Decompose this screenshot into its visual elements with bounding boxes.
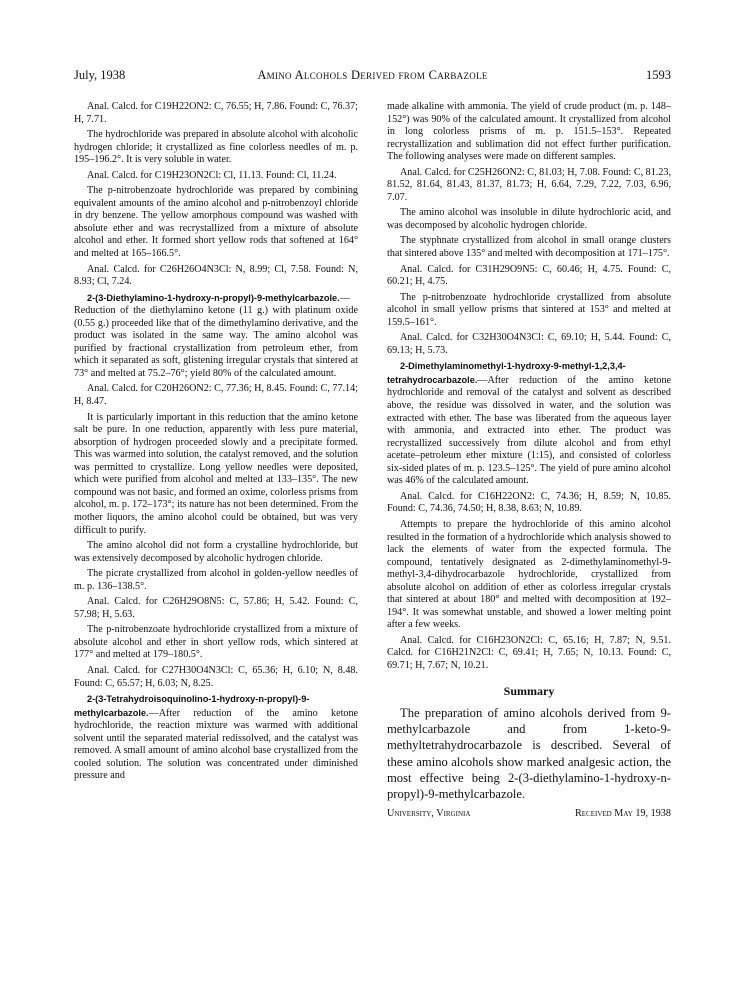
summary-heading: Summary xyxy=(503,683,555,698)
compound-paragraph xyxy=(74,292,358,381)
compound-description: —Reduction of the diethylamino ketone (11 g.) with platinum oxide (0.55 g.) proceeded like that of the dimethylamino derivative, and the product was isolated in the same way. The amino alcohol was purified by fractional crystallization from petroleum ether, from which it separated as soft, glistening irregular crystals that sintered at 73° and melted at 75.2–76°; yield 80% of the calculated amount. xyxy=(74,292,358,379)
running-header xyxy=(74,68,671,84)
analysis-paragraph: Anal. Calcd. for C20H26ON2: C, 77.36; H, 8.45. Found: C, 77.14; H, 8.47. xyxy=(74,383,358,408)
analysis-paragraph: Anal. Calcd. for C26H26O4N3Cl: N, 8.99; Cl, 7.58. Found: N, 8.93; Cl, 7.24. xyxy=(74,263,358,288)
analysis-paragraph: Anal. Calcd. for C16H22ON2: C, 74.36; H, 8.59; N, 10.85. Found: C, 74.36, 74.50; H, 8.38, 8.63; N, 10.89. xyxy=(387,490,671,515)
body-paragraph: The hydrochloride was prepared in absolute alcohol with alcoholic hydrogen chloride; it crystallized as fine colorless needles of m. p. 195–196.2°. It is very soluble in water. xyxy=(74,129,358,166)
body-paragraph: The p-nitrobenzoate hydrochloride was prepared by combining equivalent amounts of the amino alcohol and p-nitrobenzoyl chloride in dry benzene. The yellow amorphous compound was washed with absolute ether and was recrystallized from a mixture of absolute alcohol and ether. It formed short yellow rods that softened at 164° and melted at 165–166.5°. xyxy=(74,185,358,260)
compound-description: —After reduction of the amino ketone hydrochloride and removal of the catalyst and solvent as described above, the residue was dissolved in water, and the solution was extracted with ether. The base was liberated from the aqueous layer with ammonia, and extracted into ether. The product was recrystallized successively from dilute alcohol and from ethyl acetate–petroleum ether mixture (1:15), and consisted of colorless six-sided plates of m. p. 123.5–125°. The yield of pure amino alcohol was 46% of the calculated amount. xyxy=(387,374,671,487)
body-paragraph: It is particularly important in this reduction that the amino ketone salt be pure. In one reduction, apparently with less pure material, absorption of hydrogen proceeded slowly and a precipitate formed. This was warmed into solution, the catalyst removed, and the solution was permitted to crystallize. Long yellow needles were deposited, which were purified from alcohol and melted at 133–135°. The new compound was not basic, and formed an oxime, colorless prisms from alcohol, m. p. 172–173°; its nature has not been determined. From the mother liquors, the amino alcohol could be obtained, but was very difficult to purify. xyxy=(74,411,359,536)
compound-name: 2-(3-Tetrahydroisoquinolino-1-hydroxy-n-propyl)-9-methylcarbazole. xyxy=(74,694,310,718)
issue-date: July, 1938 xyxy=(74,68,126,82)
compound-name: 2-Dimethylaminomethyl-1-hydroxy-9-methyl-1,2,3,4-tetrahydrocarbazole. xyxy=(387,361,626,385)
right-column-body xyxy=(387,101,671,673)
analysis-paragraph: Anal. Calcd. for C32H30O4N3Cl: C, 69.10; H, 5.44. Found: C, 69.13; H, 5.73. xyxy=(387,332,671,356)
body-paragraph: The p-nitrobenzoate hydrochloride crystallized from a mixture of absolute alcohol and ether in short yellow rods, which sintered at 177° and melted at 179–180.5°. xyxy=(74,624,358,661)
running-title: Amino Alcohols Derived from Carbazole xyxy=(257,68,488,82)
body-paragraph: Attempts to prepare the hydrochloride of this amino alcohol resulted in the formation of a hydrochloride which analysis showed to lack the elements of water from the expected formula. The compound, tentatively designated as 2-dimethylaminomethyl-9-methyl-3,4-dihydrocarbazole hydrochloride, crystallized from absolute alcohol on addition of ether as colorless irregular crystals that sintered at about 180° and melted with decomposition at 192–194°. It was somewhat unstable, and showed a lower melting point after a few weeks. xyxy=(387,518,671,631)
body-paragraph: The picrate crystallized from alcohol in golden-yellow needles of m. p. 136–138.5°. xyxy=(74,568,358,592)
signature-line xyxy=(387,808,671,822)
compound-paragraph xyxy=(74,693,358,783)
body-paragraph: The amino alcohol was insoluble in dilute hydrochloric acid, and was decomposed by alcoholic hydrogen chloride. xyxy=(387,207,671,231)
page-number: 1593 xyxy=(646,68,671,82)
body-paragraph: made alkaline with ammonia. The yield of crude product (m. p. 148–152°) was 90% of the calculated amount. It crystallized from alcohol in long colorless prisms of m. p. 151.5–153°. Repeated recrystallization and sublimation did not effect further purification. The following analyses were made on different samples. xyxy=(387,101,671,163)
right-column xyxy=(387,101,671,822)
compound-description: —After reduction of the amino ketone hydrochloride, the reaction mixture was warmed with additional solvent until the separated material redissolved, and the catalyst was removed. A small amount of amino alcohol base crystallized from the cooled solution. The solution was concentrated under diminished pressure and xyxy=(74,707,358,782)
analysis-paragraph: Anal. Calcd. for C31H29O9N5: C, 60.46; H, 4.75. Found: C, 60.21; H, 4.75. xyxy=(387,263,671,288)
affiliation: University, Virginia xyxy=(387,808,471,820)
analysis-paragraph: Anal. Calcd. for C16H23ON2Cl: C, 65.16; H, 7.87; N, 9.51. Calcd. for C16H21N2Cl: C, 69.41; H, 7.65; N, 10.13. Found: C, 69.71; H, 7.67; N, 10.21. xyxy=(387,634,671,671)
left-column xyxy=(74,101,358,786)
analysis-paragraph: Anal. Calcd. for C19H23ON2Cl: Cl, 11.13. Found: Cl, 11.24. xyxy=(87,169,337,181)
analysis-paragraph: Anal. Calcd. for C25H26ON2: C, 81.03; H, 7.08. Found: C, 81.23, 81.52, 81.64, 81.43, 81.37, 81.73; H, 6.64, 7.29, 7.22, 7.03, 6.96, 7.07. xyxy=(387,166,671,203)
received-date: Received May 19, 1938 xyxy=(574,808,671,820)
compound-name: 2-(3-Diethylamino-1-hydroxy-n-propyl)-9-methylcarbazole. xyxy=(87,292,340,303)
body-paragraph: The p-nitrobenzoate hydrochloride crystallized from absolute alcohol in small yellow prisms that sintered at 153° and melted at 159.5–161°. xyxy=(387,291,671,328)
summary-text: The preparation of amino alcohols derived from 9-methylcarbazole and from 1-keto-9-methyltetrahydrocarbazole is described. Several of these amino alcohols show marked analgesic action, the most effective being 2-(3-diethylamino-1-hydroxy-n-propyl)-9-methylcarbazole. xyxy=(387,706,671,802)
analysis-paragraph: Anal. Calcd. for C19H22ON2: C, 76.55; H, 7.86. Found: C, 76.37; H, 7.71. xyxy=(74,101,358,125)
compound-paragraph xyxy=(387,360,671,487)
body-paragraph: The styphnate crystallized from alcohol in small orange clusters that sintered above 135° and melted with decomposition at 171–175°. xyxy=(387,235,671,260)
analysis-paragraph: Anal. Calcd. for C27H30O4N3Cl: C, 65.36; H, 6.10; N, 8.48. Found: C, 65.57; H, 6.03; N, 8.25. xyxy=(74,664,358,689)
analysis-paragraph: Anal. Calcd. for C26H29O8N5: C, 57.86; H, 5.42. Found: C, 57.98; H, 5.63. xyxy=(74,596,358,620)
body-paragraph: The amino alcohol did not form a crystalline hydrochloride, but was extensively decomposed by alcoholic hydrogen chloride. xyxy=(74,540,358,564)
